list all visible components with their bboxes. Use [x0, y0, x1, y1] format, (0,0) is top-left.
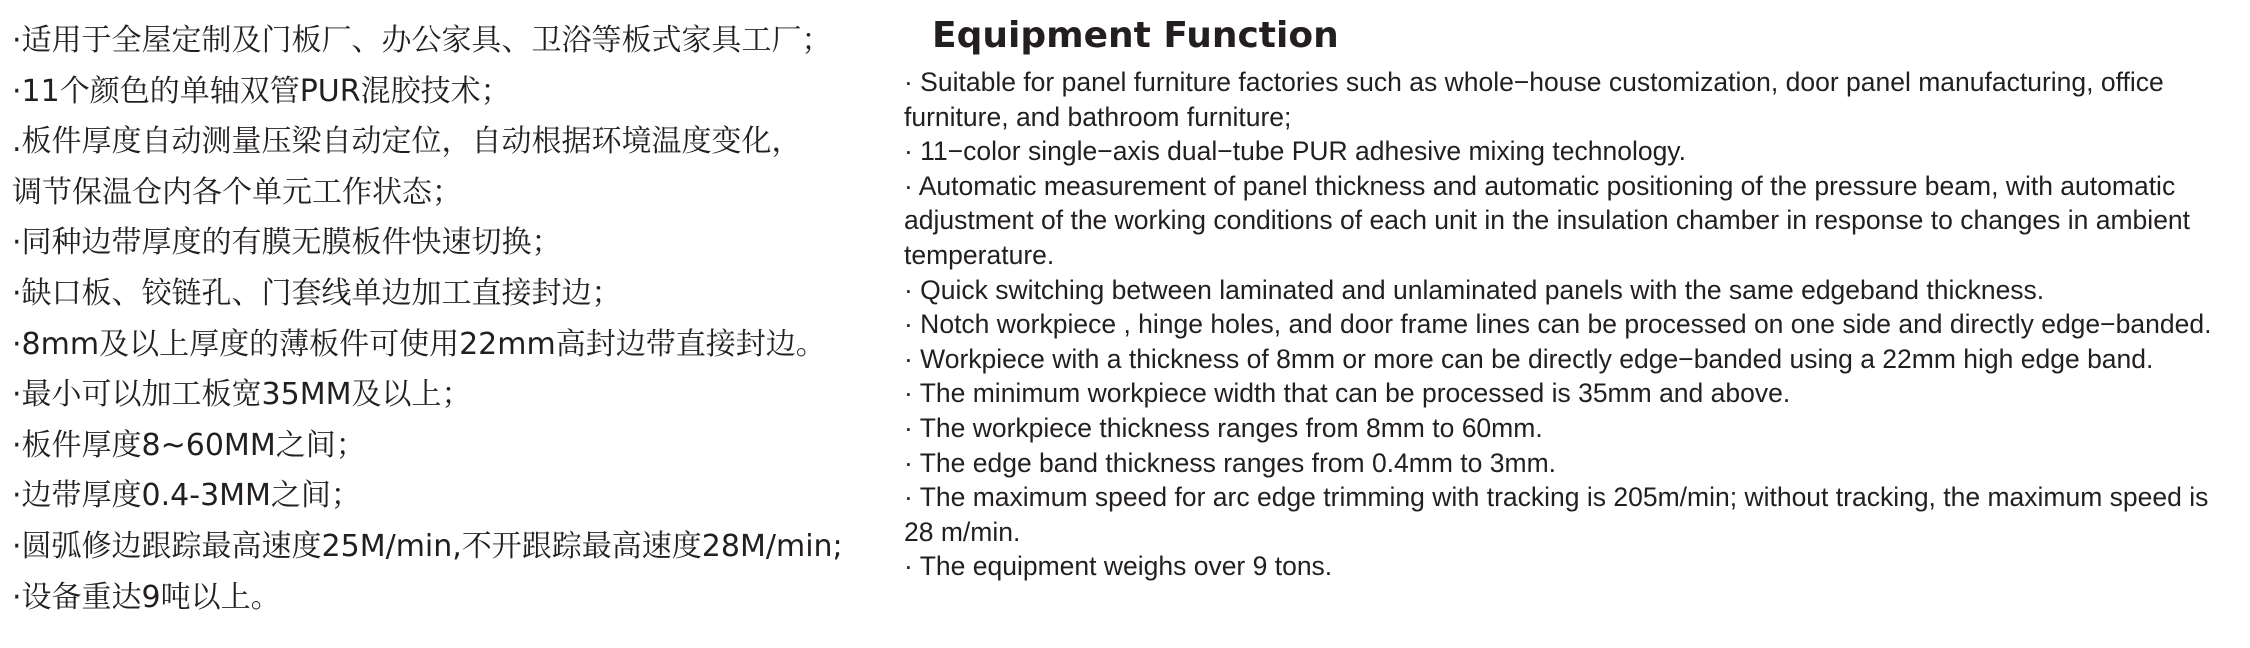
feature-line-zh: ·最小可以加工板宽35MM及以上； — [12, 377, 472, 413]
feature-line-zh: ·设备重达9吨以上。 — [12, 579, 281, 615]
feature-line-zh: ·11个颜色的单轴双管PUR混胶技术； — [12, 73, 511, 109]
feature-line-zh: ·缺口板、铰链孔、门套线单边加工直接封边； — [12, 275, 622, 311]
section-heading: Equipment Function — [932, 15, 1339, 56]
feature-item-en: · Notch workpiece , hinge holes, and door frame lines can be processed on one side and directly edge−banded. — [904, 309, 2212, 340]
feature-item-en: · Suitable for panel furniture factories such as whole−house customization, door panel manufacturing, office furniture, and bathroom furniture; — [904, 67, 2164, 132]
feature-item-en: · Workpiece with a thickness of 8mm or more can be directly edge−banded using a 22mm high edge band. — [904, 343, 2154, 374]
feature-line-zh: ·边带厚度0.4-3MM之间； — [12, 478, 361, 514]
feature-item-en: · Quick switching between laminated and unlaminated panels with the same edgeband thickness. — [904, 274, 2045, 305]
feature-item-en: · The minimum workpiece width that can be processed is 35mm and above. — [904, 378, 1791, 409]
feature-item-en: · The maximum speed for arc edge trimming with tracking is 205m/min; without tracking, the maximum speed is 28 m/min. — [904, 482, 2209, 547]
feature-item-en: · The edge band thickness ranges from 0.4mm to 3mm. — [904, 447, 1557, 478]
feature-line-zh: ·圆弧修边跟踪最高速度25M/min,不开跟踪最高速度28M/min; — [12, 528, 843, 564]
feature-item-en: · 11−color single−axis dual−tube PUR adhesive mixing technology. — [904, 136, 1686, 167]
feature-line-zh: ·同种边带厚度的有膜无膜板件快速切换； — [12, 225, 562, 261]
english-feature-list — [904, 12, 2244, 584]
feature-item-en: · The workpiece thickness ranges from 8mm to 60mm. — [904, 412, 1543, 443]
feature-line-zh: ·8mm及以上厚度的薄板件可使用22mm高封边带直接封边。 — [12, 326, 826, 362]
feature-line-zh: ·适用于全屋定制及门板厂、办公家具、卫浴等板式家具工厂； — [12, 23, 832, 58]
feature-line-zh: 调节保温仓内各个单元工作状态； — [12, 174, 462, 210]
chinese-feature-list — [12, 16, 892, 623]
feature-item-en: · The equipment weighs over 9 tons. — [904, 551, 1333, 582]
feature-line-zh: ·板件厚度8~60MM之间； — [12, 427, 366, 463]
feature-item-en: · Automatic measurement of panel thickness and automatic positioning of the pressure beam, with automatic adjustment of the working conditions of each unit in the insulation chamber in response to changes in ambient temperature. — [904, 170, 2191, 270]
feature-line-zh: .板件厚度自动测量压梁自动定位，自动根据环境温度变化， — [12, 124, 802, 160]
